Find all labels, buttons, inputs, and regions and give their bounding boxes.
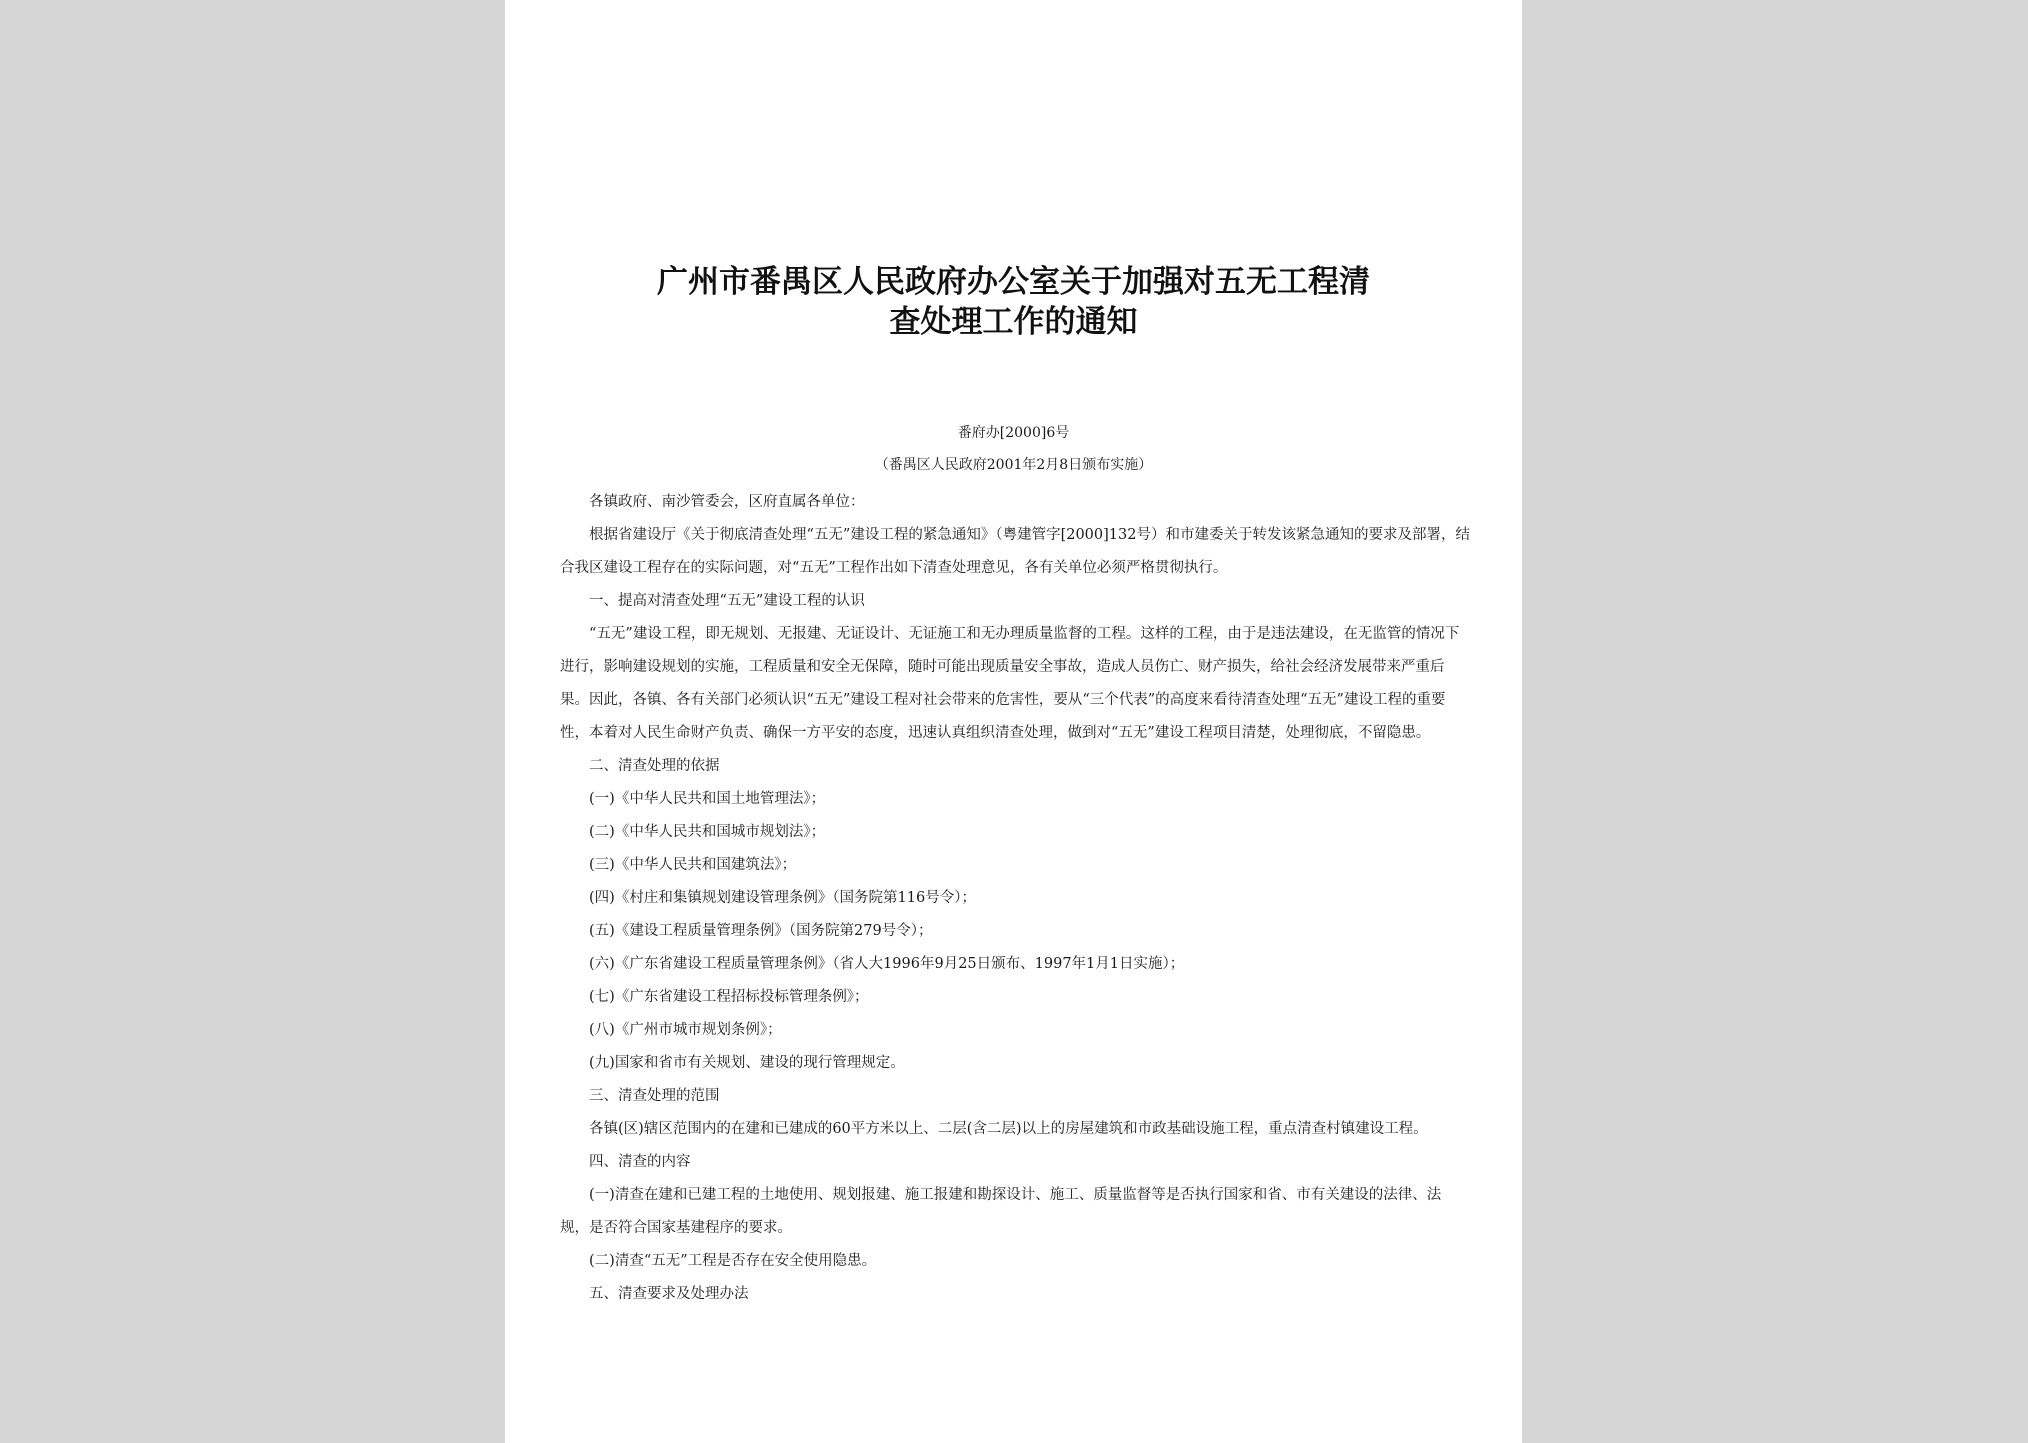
list-item: (八)《广州市城市规划条例》； — [589, 1022, 782, 1038]
issue-note: （番禺区人民政府2001年2月8日颁布实施） — [874, 457, 1153, 473]
title-line: 广州市番禺区人民政府办公室关于加强对五无工程清 — [657, 264, 1370, 300]
document-body — [560, 486, 1470, 1311]
section-heading: 一、提高对清查处理“五无”建设工程的认识 — [589, 593, 865, 609]
list-item: (三)《中华人民共和国建筑法》； — [589, 857, 797, 873]
paragraph: 根据省建设厅《关于彻底清查处理“五无”建设工程的紧急通知》（粤建管字[2000]132号）和市建委关于转发该紧急通知的要求及部署，结合我区建设工程存在的实际问题，对“五无”工程作出如下清查处理意见，各有关单位必须严格贯彻执行。 — [560, 527, 1470, 576]
section-heading: 二、清查处理的依据 — [589, 758, 720, 774]
list-item: (一)《中华人民共和国土地管理法》； — [589, 791, 826, 807]
document-number: 番府办[2000]6号 — [957, 425, 1070, 441]
section-heading: 三、清查处理的范围 — [589, 1088, 720, 1104]
section-heading: 四、清查的内容 — [589, 1154, 691, 1170]
list-item: (七)《广东省建设工程招标投标管理条例》； — [589, 989, 869, 1005]
title-line: 查处理工作的通知 — [889, 304, 1138, 340]
paragraph: “五无”建设工程，即无规划、无报建、无证设计、无证施工和无办理质量监督的工程。这样的工程，由于是违法建设，在无监管的情况下进行，影响建设规划的实施，工程质量和安全无保障，随时可能出现质量安全事故，造成人员伤亡、财产损失，给社会经济发展带来严重后果。因此，各镇、各有关部门必须认识“五无”建设工程对社会带来的危害性，要从“三个代表”的高度来看待清查处理“五无”建设工程的重要性，本着对人民生命财产负责、确保一方平安的态度，迅速认真组织清查处理，做到对“五无”建设工程项目清楚，处理彻底，不留隐患。 — [560, 626, 1460, 741]
section-heading: 五、清查要求及处理办法 — [589, 1286, 749, 1302]
list-item: (四)《村庄和集镇规划建设管理条例》（国务院第116号令）； — [589, 890, 976, 906]
document-page — [505, 0, 1522, 1443]
paragraph: (二)清查“五无”工程是否存在安全使用隐患。 — [589, 1253, 877, 1269]
list-item: (五)《建设工程质量管理条例》（国务院第279号令）； — [589, 923, 933, 939]
document-title — [505, 262, 1522, 342]
list-item: (六)《广东省建设工程质量管理条例》（省人大1996年9月25日颁布、1997年1月1日实施）； — [589, 956, 1185, 972]
paragraph: (一)清查在建和已建工程的土地使用、规划报建、施工报建和勘探设计、施工、质量监督等是否执行国家和省、市有关建设的法律、法规，是否符合国家基建程序的要求。 — [560, 1187, 1442, 1236]
paragraph: 各镇政府、南沙管委会，区府直属各单位： — [589, 494, 865, 510]
paragraph: 各镇(区)辖区范围内的在建和已建成的60平方米以上、二层(含二层)以上的房屋建筑和市政基础设施工程，重点清查村镇建设工程。 — [589, 1121, 1428, 1137]
list-item: (二)《中华人民共和国城市规划法》； — [589, 824, 826, 840]
list-item: (九)国家和省市有关规划、建设的现行管理规定。 — [589, 1055, 905, 1071]
